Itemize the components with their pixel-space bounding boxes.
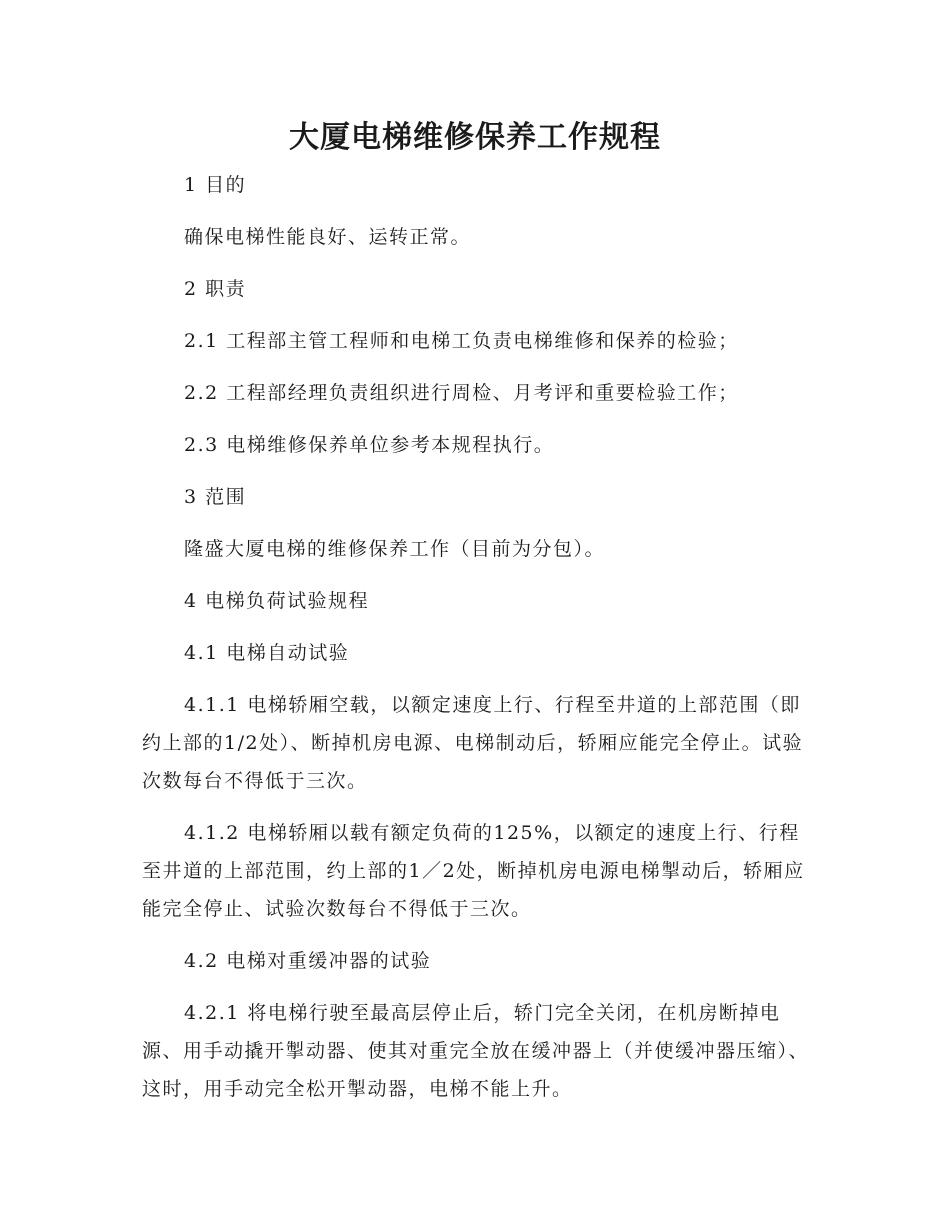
document-body — [142, 166, 812, 1122]
paragraph: 2 职责 — [184, 278, 247, 300]
paragraph: 1 目的 — [184, 174, 247, 196]
paragraph: 4.2.1 将电梯行驶至最高层停止后，轿门完全关闭，在机房断掉电源、用手动撬开掣动器、使其对重完全放在缓冲器上（并使缓冲器压缩）、这时，用手动完全松开掣动器，电梯不能上升。 — [142, 1002, 810, 1100]
paragraph: 4.2 电梯对重缓冲器的试验 — [184, 950, 432, 972]
document-title: 大厦电梯维修保养工作规程 — [289, 120, 661, 155]
paragraph: 4.1 电梯自动试验 — [184, 642, 350, 664]
paragraph: 2.3 电梯维修保养单位参考本规程执行。 — [184, 434, 555, 456]
paragraph: 4.1.2 电梯轿厢以载有额定负荷的125%，以额定的速度上行、行程至井道的上部范围，约上部的1／2处，断掉机房电源电梯掣动后，轿厢应能完全停止、试验次数每台不得低于三次。 — [142, 822, 805, 920]
paragraph: 确保电梯性能良好、运转正常。 — [184, 226, 472, 248]
paragraph: 隆盛大厦电梯的维修保养工作（目前为分包）。 — [184, 538, 606, 560]
paragraph: 2.2 工程部经理负责组织进行周检、月考评和重要检验工作； — [184, 382, 739, 404]
paragraph: 2.1 工程部主管工程师和电梯工负责电梯维修和保养的检验； — [184, 330, 739, 352]
paragraph: 4 电梯负荷试验规程 — [184, 590, 370, 612]
paragraph: 3 范围 — [184, 486, 247, 508]
paragraph: 4.1.1 电梯轿厢空载，以额定速度上行、行程至井道的上部范围（即约上部的1/2处）、断掉机房电源、电梯制动后，轿厢应能完全停止。试验次数每台不得低于三次。 — [142, 694, 804, 792]
